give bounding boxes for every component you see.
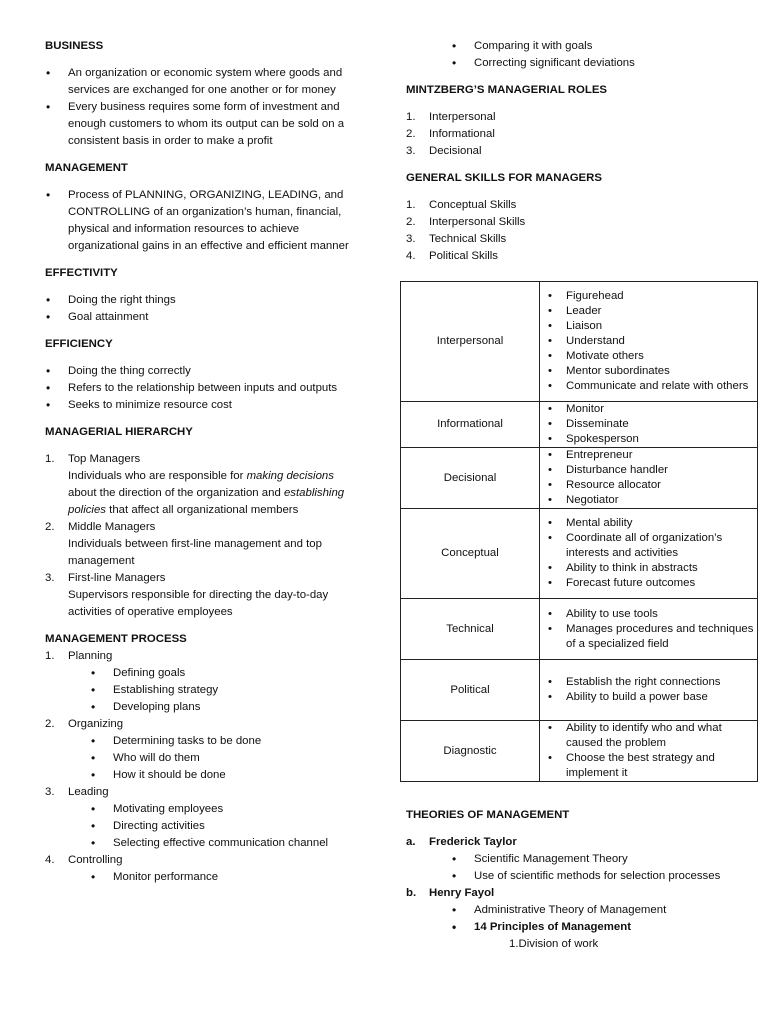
- efficiency-heading: EFFICIENCY: [45, 338, 113, 350]
- list-number: 1.: [45, 453, 55, 465]
- list-item: [45, 519, 365, 570]
- role-cell: Decisional: [401, 448, 540, 509]
- list-item: [406, 143, 766, 160]
- skill-label: Interpersonal Skills: [429, 216, 526, 228]
- table-row: [401, 599, 758, 660]
- desc-part: that affect all organizational members: [106, 504, 299, 516]
- list-item: • Ability to build a power base: [566, 690, 757, 705]
- list-item: • Determining tasks to be done: [90, 733, 365, 750]
- list-number: 3.: [45, 786, 55, 798]
- list-item: • Understand: [566, 334, 757, 349]
- list-number: 2.: [45, 718, 55, 730]
- process-step: [45, 716, 365, 784]
- list-item: [406, 214, 766, 231]
- skills-cell: [540, 448, 758, 509]
- table-row: [401, 448, 758, 509]
- theorist-name: Frederick Taylor: [429, 836, 517, 848]
- list-item: • Comparing it with goals: [451, 38, 766, 55]
- list-letter: b.: [406, 887, 417, 899]
- list-number: 1.: [509, 938, 519, 950]
- skills-cell: [540, 282, 758, 402]
- list-item: • Choose the best strategy and implement it: [566, 751, 757, 781]
- left-column: [45, 38, 365, 886]
- fayol-principle-item: [406, 936, 756, 953]
- role-cell: Political: [401, 660, 540, 721]
- role-label: Informational: [429, 128, 495, 140]
- list-item: • Ability to think in abstracts: [566, 561, 757, 576]
- list-item: • Monitor performance: [90, 869, 365, 886]
- list-item: • Defining goals: [90, 665, 365, 682]
- desc-part: Individuals who are responsible for: [68, 470, 247, 482]
- desc-emphasis: establishing policies: [68, 487, 345, 516]
- skills-cell-list: [540, 516, 757, 591]
- list-item: • Disturbance handler: [566, 463, 757, 478]
- list-letter: a.: [406, 836, 416, 848]
- mintzberg-list: [406, 109, 766, 160]
- controlling-continued-list: [451, 38, 766, 72]
- role-label: Decisional: [429, 145, 482, 157]
- desc-part: about the direction of the organization and: [68, 487, 284, 499]
- table-row: [401, 660, 758, 721]
- list-item: • Ability to identify who and what caused the problem: [566, 721, 757, 751]
- list-number: 2.: [406, 216, 416, 228]
- role-cell: Interpersonal: [401, 282, 540, 402]
- list-item: • Who will do them: [90, 750, 365, 767]
- list-item: • Entrepreneur: [566, 448, 757, 463]
- list-item: • Mental ability: [566, 516, 757, 531]
- skill-label: Conceptual Skills: [429, 199, 517, 211]
- list-item: • Doing the right things: [45, 292, 365, 309]
- top-managers-label: Top Managers: [68, 453, 141, 465]
- skills-list: [406, 197, 766, 265]
- list-item: • Communicate and relate with others: [566, 379, 757, 394]
- list-item: • Seeks to minimize resource cost: [45, 397, 365, 414]
- list-item: • Coordinate all of organization’s interests and activities: [566, 531, 757, 561]
- skills-cell: [540, 509, 758, 599]
- list-number: 1.: [406, 199, 416, 211]
- list-item: • Liaison: [566, 319, 757, 334]
- list-item: [406, 248, 766, 265]
- list-item: • Directing activities: [90, 818, 365, 835]
- step-sublist: [90, 665, 365, 716]
- skills-cell: [540, 402, 758, 448]
- mintzberg-heading: MINTZBERG’S MANAGERIAL ROLES: [406, 84, 608, 96]
- role-label: Interpersonal: [429, 111, 496, 123]
- taylor-item: [406, 834, 756, 851]
- step-sublist: [90, 869, 365, 886]
- list-item: [406, 109, 766, 126]
- skills-heading: GENERAL SKILLS FOR MANAGERS: [406, 172, 602, 184]
- list-item: • Leader: [566, 304, 757, 319]
- list-item: [406, 231, 766, 248]
- list-number: 3.: [406, 145, 416, 157]
- business-list: [45, 65, 365, 150]
- first-line-managers-desc: Supervisors responsible for directing the day-to-day activities of operative employees: [68, 589, 329, 618]
- list-number: 2.: [45, 521, 55, 533]
- list-item: • Doing the thing correctly: [45, 363, 365, 380]
- step-label: Organizing: [68, 718, 124, 730]
- effectivity-heading: EFFECTIVITY: [45, 267, 118, 279]
- skills-cell-list: [540, 448, 757, 508]
- list-item: • Resource allocator: [566, 478, 757, 493]
- list-item: • Refers to the relationship between inputs and outputs: [45, 380, 365, 397]
- step-label: Planning: [68, 650, 113, 662]
- taylor-list: [451, 851, 756, 885]
- list-item: • Mentor subordinates: [566, 364, 757, 379]
- top-managers-desc: [68, 468, 365, 519]
- right-column: [406, 38, 766, 265]
- list-item: • 14 Principles of Management: [451, 919, 756, 936]
- step-label: Controlling: [68, 854, 123, 866]
- theorist-name: Henry Fayol: [429, 887, 495, 899]
- list-number: 3.: [45, 572, 55, 584]
- middle-managers-desc: Individuals between first-line management and top management: [68, 538, 322, 567]
- desc-emphasis: making decisions: [246, 470, 334, 482]
- list-item: • Establishing strategy: [90, 682, 365, 699]
- role-cell: Informational: [401, 402, 540, 448]
- hierarchy-list: [45, 451, 365, 621]
- skills-cell-list: [540, 721, 757, 781]
- process-list: [45, 648, 365, 886]
- role-cell: Technical: [401, 599, 540, 660]
- list-number: 3.: [406, 233, 416, 245]
- process-step: [45, 784, 365, 852]
- skills-cell: [540, 721, 758, 782]
- role-cell: Diagnostic: [401, 721, 540, 782]
- list-number: 4.: [45, 854, 55, 866]
- table-body: [401, 282, 758, 782]
- step-sublist: [90, 733, 365, 784]
- list-number: 4.: [406, 250, 416, 262]
- list-item: • Correcting significant deviations: [451, 55, 766, 72]
- list-item: • Goal attainment: [45, 309, 365, 326]
- effectivity-list: [45, 292, 365, 326]
- list-item: • Negotiator: [566, 493, 757, 508]
- fayol-list: [451, 902, 756, 936]
- step-label: Leading: [68, 786, 109, 798]
- list-number: 1.: [406, 111, 416, 123]
- skill-label: Political Skills: [429, 250, 498, 262]
- first-line-managers-label: First-line Managers: [68, 572, 166, 584]
- list-item: • Manages procedures and techniques of a specialized field: [566, 622, 757, 652]
- list-item: • An organization or economic system where goods and services are exchanged for one another or for money: [45, 65, 365, 99]
- list-item: • Developing plans: [90, 699, 365, 716]
- skills-cell: [540, 599, 758, 660]
- list-item: • Process of PLANNING, ORGANIZING, LEADING, and CONTROLLING of an organization’s human, financial, physical and information resources to achieve organizational gains in an effective and efficient manner: [45, 187, 365, 255]
- management-heading: MANAGEMENT: [45, 162, 128, 174]
- roles-skills-table: [400, 281, 758, 782]
- fayol-item: [406, 885, 756, 902]
- list-number: 1.: [45, 650, 55, 662]
- list-item: • Motivating employees: [90, 801, 365, 818]
- list-item: • Figurehead: [566, 289, 757, 304]
- role-cell: Conceptual: [401, 509, 540, 599]
- list-item: [406, 197, 766, 214]
- efficiency-list: [45, 363, 365, 414]
- management-list: [45, 187, 365, 255]
- list-item: • Monitor: [566, 402, 757, 417]
- list-item: • Ability to use tools: [566, 607, 757, 622]
- list-item: • Spokesperson: [566, 432, 757, 447]
- list-item: • Use of scientific methods for selection processes: [451, 868, 756, 885]
- middle-managers-label: Middle Managers: [68, 521, 156, 533]
- list-item: [45, 451, 365, 519]
- step-sublist: [90, 801, 365, 852]
- theories-section: [406, 807, 756, 953]
- table-row: [401, 282, 758, 402]
- theories-heading: THEORIES OF MANAGEMENT: [406, 809, 570, 821]
- process-heading: MANAGEMENT PROCESS: [45, 633, 187, 645]
- list-item: • Scientific Management Theory: [451, 851, 756, 868]
- skills-cell: [540, 660, 758, 721]
- list-item: • Administrative Theory of Management: [451, 902, 756, 919]
- skills-cell-list: [540, 607, 757, 652]
- process-step: [45, 852, 365, 886]
- list-item: • Every business requires some form of investment and enough customers to whom its output can be sold on a consistent basis in order to make a profit: [45, 99, 365, 150]
- table-row: [401, 402, 758, 448]
- skill-label: Technical Skills: [429, 233, 507, 245]
- table-row: [401, 509, 758, 599]
- list-item: • Selecting effective communication channel: [90, 835, 365, 852]
- hierarchy-heading: MANAGERIAL HIERARCHY: [45, 426, 193, 438]
- list-item: [406, 126, 766, 143]
- list-item: • How it should be done: [90, 767, 365, 784]
- list-item: • Disseminate: [566, 417, 757, 432]
- list-item: • Forecast future outcomes: [566, 576, 757, 591]
- business-heading: BUSINESS: [45, 40, 104, 52]
- list-item: • Establish the right connections: [566, 675, 757, 690]
- list-number: 2.: [406, 128, 416, 140]
- skills-cell-list: [540, 402, 757, 447]
- principle-label: Division of work: [518, 938, 599, 950]
- table-row: [401, 721, 758, 782]
- list-item: [45, 570, 365, 621]
- skills-cell-list: [540, 289, 757, 394]
- list-item: • Motivate others: [566, 349, 757, 364]
- process-step: [45, 648, 365, 716]
- skills-cell-list: [540, 675, 757, 705]
